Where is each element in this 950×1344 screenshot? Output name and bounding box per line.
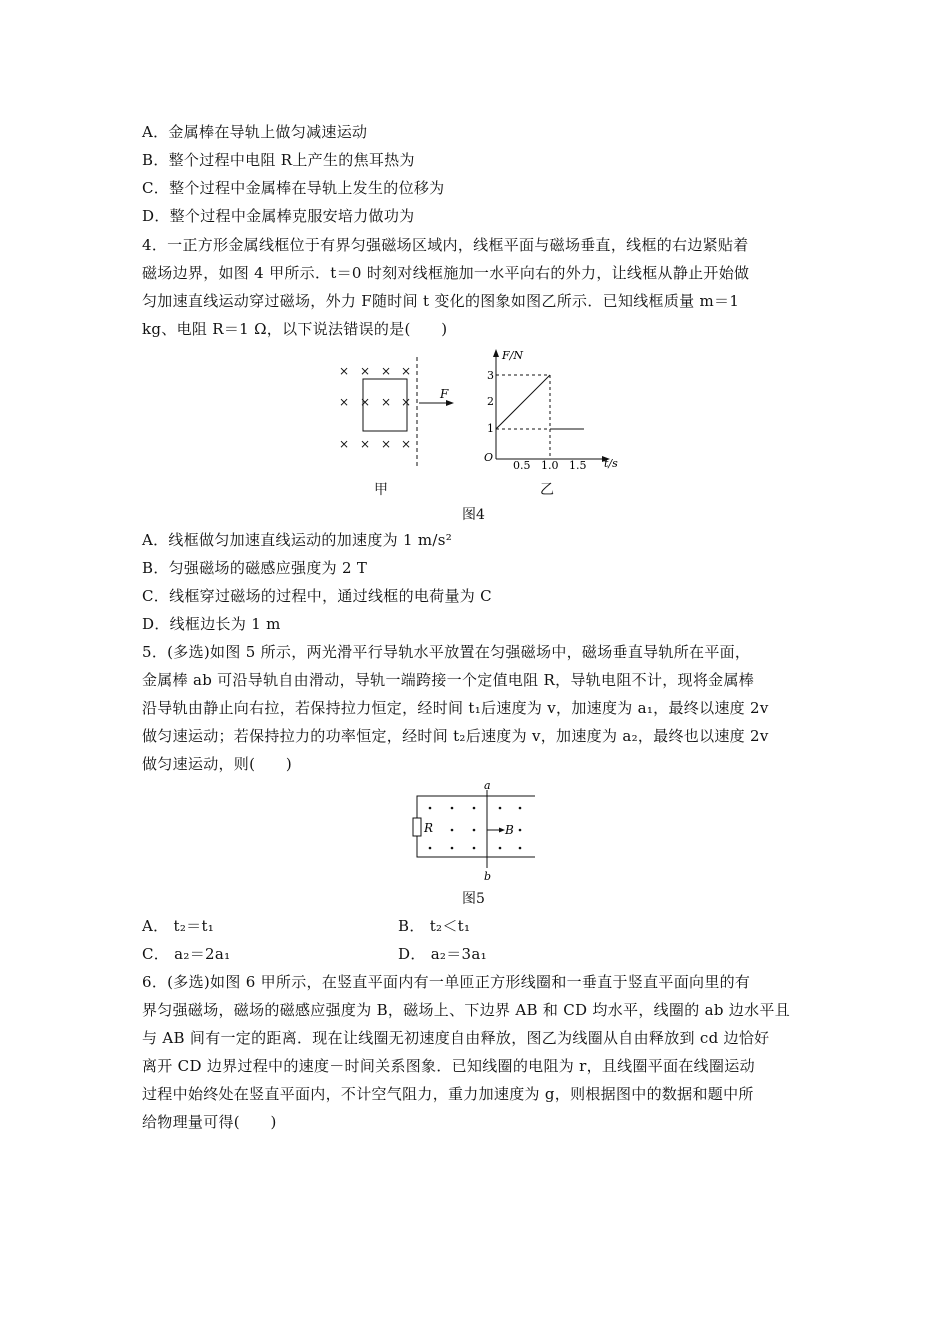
field-cross: × — [401, 395, 412, 409]
y-tick-label: 3 — [487, 369, 494, 382]
field-cross: × — [339, 364, 350, 378]
field-cross: × — [360, 364, 371, 378]
q5-stem-line: 做匀速运动；若保持拉力的功率恒定，经时间 t₂后速度为 v，加速度为 a₂，最终也以速度 2v — [142, 727, 769, 745]
x-tick-label: 1.0 — [541, 459, 559, 472]
field-cross: × — [401, 437, 412, 451]
figure-4-jia-caption: 甲 — [374, 482, 388, 498]
q5-option-b: B． t₂＜t₁ — [398, 917, 471, 935]
q5-stem-line: 做匀速运动，则( ) — [142, 755, 293, 773]
q6-stem-line: 过程中始终处在竖直平面内，不计空气阻力，重力加速度为 g，则根据图中的数据和题中所 — [142, 1085, 754, 1103]
q6-stem-line: 给物理量可得( ) — [142, 1113, 277, 1131]
q5-option-d: D． a₂＝3a₁ — [398, 945, 487, 963]
y-axis-arrow-icon — [493, 349, 499, 357]
q3-option-d: D．整个过程中金属棒克服安培力做功为 — [142, 207, 415, 225]
q6-stem-line: 与 AB 间有一定的距离．现在让线圈无初速度自由释放，图乙为线圈从自由释放到 cd 边恰好 — [142, 1029, 770, 1047]
q4-stem-line: 4．一正方形金属线框位于有界匀强磁场区域内，线框平面与磁场垂直，线框的右边紧贴着 — [142, 236, 749, 254]
x-tick-label: 1.5 — [569, 459, 587, 472]
resistor-label: R — [424, 821, 434, 835]
q4-stem-line: 匀加速直线运动穿过磁场，外力 F随时间 t 变化的图象如图乙所示．已知线框质量 m＝1 — [142, 292, 740, 310]
q4-stem-line: 磁场边界，如图 4 甲所示．t＝0 时刻对线框施加一水平向右的外力，让线框从静止开始做 — [142, 264, 750, 282]
x-tick-label: 0.5 — [513, 459, 531, 472]
figure-5 — [405, 780, 545, 882]
field-cross: × — [339, 395, 350, 409]
q4-option-b: B．匀强磁场的磁感应强度为 2 T — [142, 559, 368, 577]
field-cross: × — [381, 364, 392, 378]
figure-4-yi-caption: 乙 — [540, 482, 554, 498]
rail-circuit — [417, 796, 535, 857]
q4-option-c: C．线框穿过磁场的过程中，通过线框的电荷量为 C — [142, 587, 492, 605]
q5-option-a: A． t₂＝t₁ — [142, 917, 215, 935]
q3-option-a: A．金属棒在导轨上做匀减速运动 — [142, 123, 368, 141]
q5-stem-line: 沿导轨由静止向右拉，若保持拉力恒定，经时间 t₁后速度为 v，加速度为 a₁，最终以速度 2v — [142, 699, 769, 717]
q4-option-a: A．线框做匀加速直线运动的加速度为 1 m/s² — [142, 531, 453, 549]
q5-option-c: C． a₂＝2a₁ — [142, 945, 231, 963]
rod-label-b: b — [484, 870, 492, 882]
q3-option-b: B．整个过程中电阻 R上产生的焦耳热为 — [142, 151, 415, 169]
q4-stem-line: kg、电阻 R＝1 Ω，以下说法错误的是( ) — [142, 320, 448, 338]
figure-4-caption: 图4 — [462, 507, 485, 523]
origin-label: O — [484, 451, 494, 464]
force-label: F — [440, 387, 449, 401]
q6-stem-line: 离开 CD 边界过程中的速度－时间关系图象．已知线圈的电阻为 r，且线圈平面在线圈运动 — [142, 1057, 755, 1075]
field-cross: × — [360, 395, 371, 409]
force-ramp-line — [496, 375, 550, 429]
field-cross: × — [381, 395, 392, 409]
field-cross: × — [360, 437, 371, 451]
y-axis-label: F/N — [502, 349, 523, 362]
y-tick-label: 2 — [487, 395, 494, 408]
q4-option-d: D．线框边长为 1 m — [142, 615, 281, 633]
rod-label-a: a — [484, 780, 491, 792]
q6-stem-line: 界匀强磁场，磁场的磁感应强度为 B，磁场上、下边界 AB 和 CD 均水平，线圈的 ab 边水平且 — [142, 1001, 791, 1019]
figure-5-caption: 图5 — [462, 891, 485, 907]
field-cross: × — [381, 437, 392, 451]
resistor — [413, 818, 421, 836]
y-tick-label: 1 — [487, 422, 494, 435]
q5-stem-line: 金属棒 ab 可沿导轨自由滑动，导轨一端跨接一个定值电阻 R，导轨电阻不计，现将金属棒 — [142, 671, 755, 689]
figure-4-jia — [330, 355, 470, 470]
field-label-b: B — [505, 823, 514, 837]
field-cross: × — [339, 437, 350, 451]
x-axis-label: t/s — [604, 457, 618, 470]
q5-stem-line: 5．(多选)如图 5 所示，两光滑平行导轨水平放置在匀强磁场中，磁场垂直导轨所在平面， — [142, 643, 751, 661]
q6-stem-line: 6．(多选)如图 6 甲所示，在竖直平面内有一单匝正方形线圈和一垂直于竖直平面向里的有 — [142, 973, 751, 991]
figure-4-yi-chart — [480, 345, 625, 475]
q3-option-c: C．整个过程中金属棒在导轨上发生的位移为 — [142, 179, 445, 197]
field-cross: × — [401, 364, 412, 378]
